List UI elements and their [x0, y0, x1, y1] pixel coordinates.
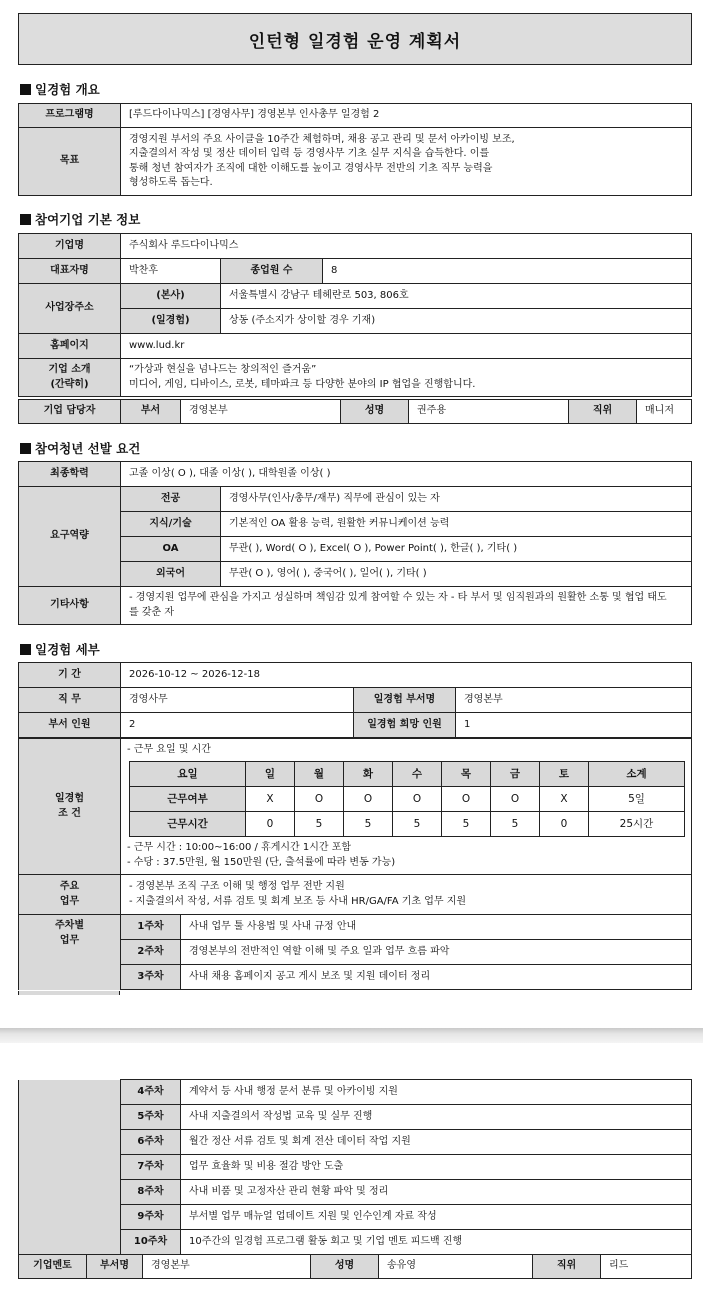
intro-line: 미디어, 게임, 디바이스, 로봇, 테마파크 등 다양한 분야의 IP 협업을 진행합니다. [129, 378, 476, 390]
company-manager-table [18, 399, 692, 424]
ceo-label: 대표자명 [19, 259, 121, 284]
week-task: 사내 비품 및 고정자산 관리 현황 파악 및 정리 [181, 1180, 692, 1205]
week-task: 사내 지출결의서 작성법 교육 및 실무 진행 [181, 1105, 692, 1130]
week-label: 6주차 [121, 1130, 181, 1155]
details-conditions-table [18, 738, 692, 990]
duty-line: - 지출결의서 작성, 서류 검토 및 회계 보조 등 사내 HR/GA/FA 기초 업무 지원 [129, 895, 467, 907]
section-overview-heading [20, 80, 100, 98]
language-label: 외국어 [121, 562, 221, 587]
period-label: 기 간 [19, 663, 121, 688]
manager-name-label: 성명 [341, 400, 409, 424]
company-name-label: 기업명 [19, 234, 121, 259]
schedule-cell: O [344, 787, 393, 812]
schedule-header: 목 [442, 762, 491, 787]
schedule-cell: O [295, 787, 344, 812]
intro-label-line: 기업 소개 [48, 364, 91, 375]
mentor-dept-label: 부서명 [87, 1255, 143, 1279]
major-label: 전공 [121, 487, 221, 512]
manager-name-value: 권주용 [409, 400, 569, 424]
etc-label: 기타사항 [19, 587, 121, 625]
schedule-cell: 5일 [589, 787, 685, 812]
oa-label: OA [121, 537, 221, 562]
intro-line: “가상과 현실을 넘나드는 창의적인 즐거움” [129, 364, 317, 375]
manager-position-label: 직위 [569, 400, 637, 424]
section-requirements-heading [20, 439, 140, 457]
mentor-position-value: 리드 [601, 1255, 692, 1279]
skill-label: 지식/기술 [121, 512, 221, 537]
schedule-table [129, 761, 685, 837]
work-dept-value: 경영본부 [456, 688, 692, 713]
address-label: 사업장주소 [19, 284, 121, 334]
week-label: 4주차 [121, 1080, 181, 1105]
mentor-label: 기업멘토 [19, 1255, 87, 1279]
staff-value: 2 [121, 713, 354, 738]
week-task: 월간 정산 서류 검토 및 회계 전산 데이터 작업 지원 [181, 1130, 692, 1155]
section-title: 참여기업 기본 정보 [35, 212, 141, 227]
conditions-value [121, 739, 692, 875]
section-title: 참여청년 선발 요건 [35, 441, 141, 456]
job-label: 직 무 [19, 688, 121, 713]
duty-label-line: 업무 [59, 895, 80, 907]
week-task: 계약서 등 사내 행정 문서 분류 및 아카이빙 지원 [181, 1080, 692, 1105]
schedule-cell: 25시간 [589, 812, 685, 837]
week-label: 1주차 [121, 915, 181, 940]
details-info-table [18, 662, 692, 738]
homepage-label: 홈페이지 [19, 334, 121, 359]
schedule-cell: 5 [491, 812, 540, 837]
schedule-header: 일 [246, 762, 295, 787]
duty-value [121, 875, 692, 915]
schedule-header: 화 [344, 762, 393, 787]
week-task: 사내 업무 툴 사용법 및 사내 규정 안내 [181, 915, 692, 940]
requirements-table [18, 461, 692, 625]
period-value: 2026-10-12 ~ 2026-12-18 [121, 663, 692, 688]
week-label: 10주차 [121, 1230, 181, 1255]
section-company-heading [20, 210, 140, 228]
duty-line: - 경영본부 조직 구조 이해 및 행정 업무 전반 지원 [129, 881, 345, 892]
job-value: 경영사무 [121, 688, 354, 713]
goal-line: 경영지원 부서의 주요 사이클을 10주간 체험하며, 채용 공고 관리 및 문서 아카이빙 보조, [129, 133, 515, 145]
hope-count-value: 1 [456, 713, 692, 738]
schedule-cell: O [393, 787, 442, 812]
manager-dept-label: 부서 [121, 400, 181, 424]
goal-label: 목표 [19, 128, 121, 196]
etc-line: - 경영지원 업무에 관심을 가지고 성실하며 책임감 있게 참여할 수 있는 자 - 타 부서 및 임직원과의 원활한 소통 및 협업 태도 [129, 592, 667, 603]
goal-value [121, 128, 692, 196]
education-label: 최종학력 [19, 462, 121, 487]
etc-value [121, 587, 692, 625]
work-address-label: (일경험) [121, 309, 221, 334]
goal-line: 통해 청년 참여자가 조직에 대한 이해도를 높이고 경영사무 전반의 기초 직무 능력을 [129, 162, 493, 174]
mentor-name-label: 성명 [311, 1255, 379, 1279]
mentor-dept-value: 경영본부 [143, 1255, 311, 1279]
skill-value: 기본적인 OA 활용 능력, 원활한 커뮤니케이션 능력 [221, 512, 692, 537]
ceo-value: 박찬후 [121, 259, 221, 284]
manager-dept-value: 경영본부 [181, 400, 341, 424]
hope-count-label: 일경험 희망 인원 [354, 713, 456, 738]
schedule-header: 월 [295, 762, 344, 787]
company-table [18, 233, 692, 397]
schedule-header: 금 [491, 762, 540, 787]
employees-value: 8 [323, 259, 692, 284]
document-title: 인턴형 일경험 운영 계획서 [18, 13, 692, 65]
page-break [0, 1028, 703, 1043]
week-task: 사내 채용 홈페이지 공고 게시 보조 및 지원 데이터 정리 [181, 965, 692, 990]
schedule-row-label: 근무여부 [130, 787, 246, 812]
goal-line: 지출결의서 작성 및 정산 데이터 입력 등 경영사무 기초 실무 지식을 습득한다. 이를 [129, 148, 490, 159]
section-details-heading [20, 640, 100, 658]
weekly-label-continuation [18, 991, 120, 995]
conditions-label-line: 조 건 [58, 807, 81, 819]
week-label: 9주차 [121, 1205, 181, 1230]
schedule-row-label: 근무시간 [130, 812, 246, 837]
program-value: [루드다이나믹스] [경영사무] 경영본부 인사총무 일경험 2 [121, 104, 692, 128]
hq-address: 서울특별시 강남구 테헤란로 503, 806호 [221, 284, 692, 309]
hq-label: (본사) [121, 284, 221, 309]
week-task: 업무 효율화 및 비용 절감 방안 도출 [181, 1155, 692, 1180]
square-bullet-icon [20, 644, 31, 655]
program-label: 프로그램명 [19, 104, 121, 128]
intro-label-line: (간략히) [50, 378, 89, 390]
page-2 [0, 1043, 703, 1310]
schedule-cell: X [540, 787, 589, 812]
schedule-cell: O [491, 787, 540, 812]
manager-label: 기업 담당자 [19, 400, 121, 424]
language-value: 무관( O ), 영어( ), 중국어( ), 일어( ), 기타( ) [221, 562, 692, 587]
week-label: 5주차 [121, 1105, 181, 1130]
weekly-label-line: 업무 [59, 934, 80, 946]
section-title: 일경험 세부 [35, 642, 100, 657]
homepage-value: www.lud.kr [121, 334, 692, 359]
schedule-cell: 5 [344, 812, 393, 837]
conditions-label [19, 739, 121, 875]
weekly-label-continued [19, 1080, 121, 1255]
mentor-table [18, 1254, 692, 1279]
schedule-cell: X [246, 787, 295, 812]
schedule-cell: 0 [540, 812, 589, 837]
week-label: 7주차 [121, 1155, 181, 1180]
week-label: 3주차 [121, 965, 181, 990]
week-label: 8주차 [121, 1180, 181, 1205]
square-bullet-icon [20, 443, 31, 454]
schedule-header: 수 [393, 762, 442, 787]
square-bullet-icon [20, 214, 31, 225]
week-task: 부서별 업무 매뉴얼 업데이트 지원 및 인수인계 자료 작성 [181, 1205, 692, 1230]
week-label: 2주차 [121, 940, 181, 965]
conditions-label-line: 일경험 [55, 793, 84, 804]
overview-table [18, 103, 692, 196]
mentor-name-value: 송유영 [379, 1255, 533, 1279]
schedule-cell: 5 [393, 812, 442, 837]
schedule-header: 소계 [589, 762, 685, 787]
company-name-value: 주식회사 루드다이나믹스 [121, 234, 692, 259]
mentor-position-label: 직위 [533, 1255, 601, 1279]
schedule-cell: O [442, 787, 491, 812]
square-bullet-icon [20, 84, 31, 95]
staff-label: 부서 인원 [19, 713, 121, 738]
intro-value [121, 359, 692, 397]
section-title: 일경험 개요 [35, 82, 100, 97]
manager-position-value: 매니저 [637, 400, 692, 424]
weekly-label [19, 915, 121, 990]
schedule-cell: 0 [246, 812, 295, 837]
duty-label-line: 주요 [59, 881, 80, 892]
oa-value: 무관( ), Word( O ), Excel( O ), Power Point( ), 한글( ), 기타( ) [221, 537, 692, 562]
duty-label [19, 875, 121, 915]
employees-label: 종업원 수 [221, 259, 323, 284]
competency-label: 요구역량 [19, 487, 121, 587]
weekly-tasks-continued-table [18, 1079, 692, 1255]
schedule-header: 요일 [130, 762, 246, 787]
work-address: 상동 (주소지가 상이할 경우 기재) [221, 309, 692, 334]
conditions-note: - 근무 시간 : 10:00~16:00 / 휴게시간 1시간 포함 [127, 842, 352, 854]
week-task: 10주간의 일경험 프로그램 활동 회고 및 기업 멘토 피드백 진행 [181, 1230, 692, 1255]
work-dept-label: 일경험 부서명 [354, 688, 456, 713]
education-value: 고졸 이상( O ), 대졸 이상( ), 대학원졸 이상( ) [121, 462, 692, 487]
weekly-label-line: 주차별 [55, 920, 84, 931]
schedule-cell: 5 [295, 812, 344, 837]
major-value: 경영사무(인사/총무/재무) 직무에 관심이 있는 자 [221, 487, 692, 512]
conditions-note: - 수당 : 37.5만원, 월 150만원 (단, 출석률에 따라 변동 가능) [127, 856, 396, 868]
week-task: 경영본부의 전반적인 역할 이해 및 주요 일과 업무 흐름 파악 [181, 940, 692, 965]
etc-line: 를 갖춘 자 [129, 606, 174, 618]
schedule-header: 토 [540, 762, 589, 787]
conditions-intro: - 근무 요일 및 시간 [127, 743, 211, 755]
goal-line: 형성하도록 돕는다. [129, 177, 213, 188]
intro-label [19, 359, 121, 397]
schedule-cell: 5 [442, 812, 491, 837]
